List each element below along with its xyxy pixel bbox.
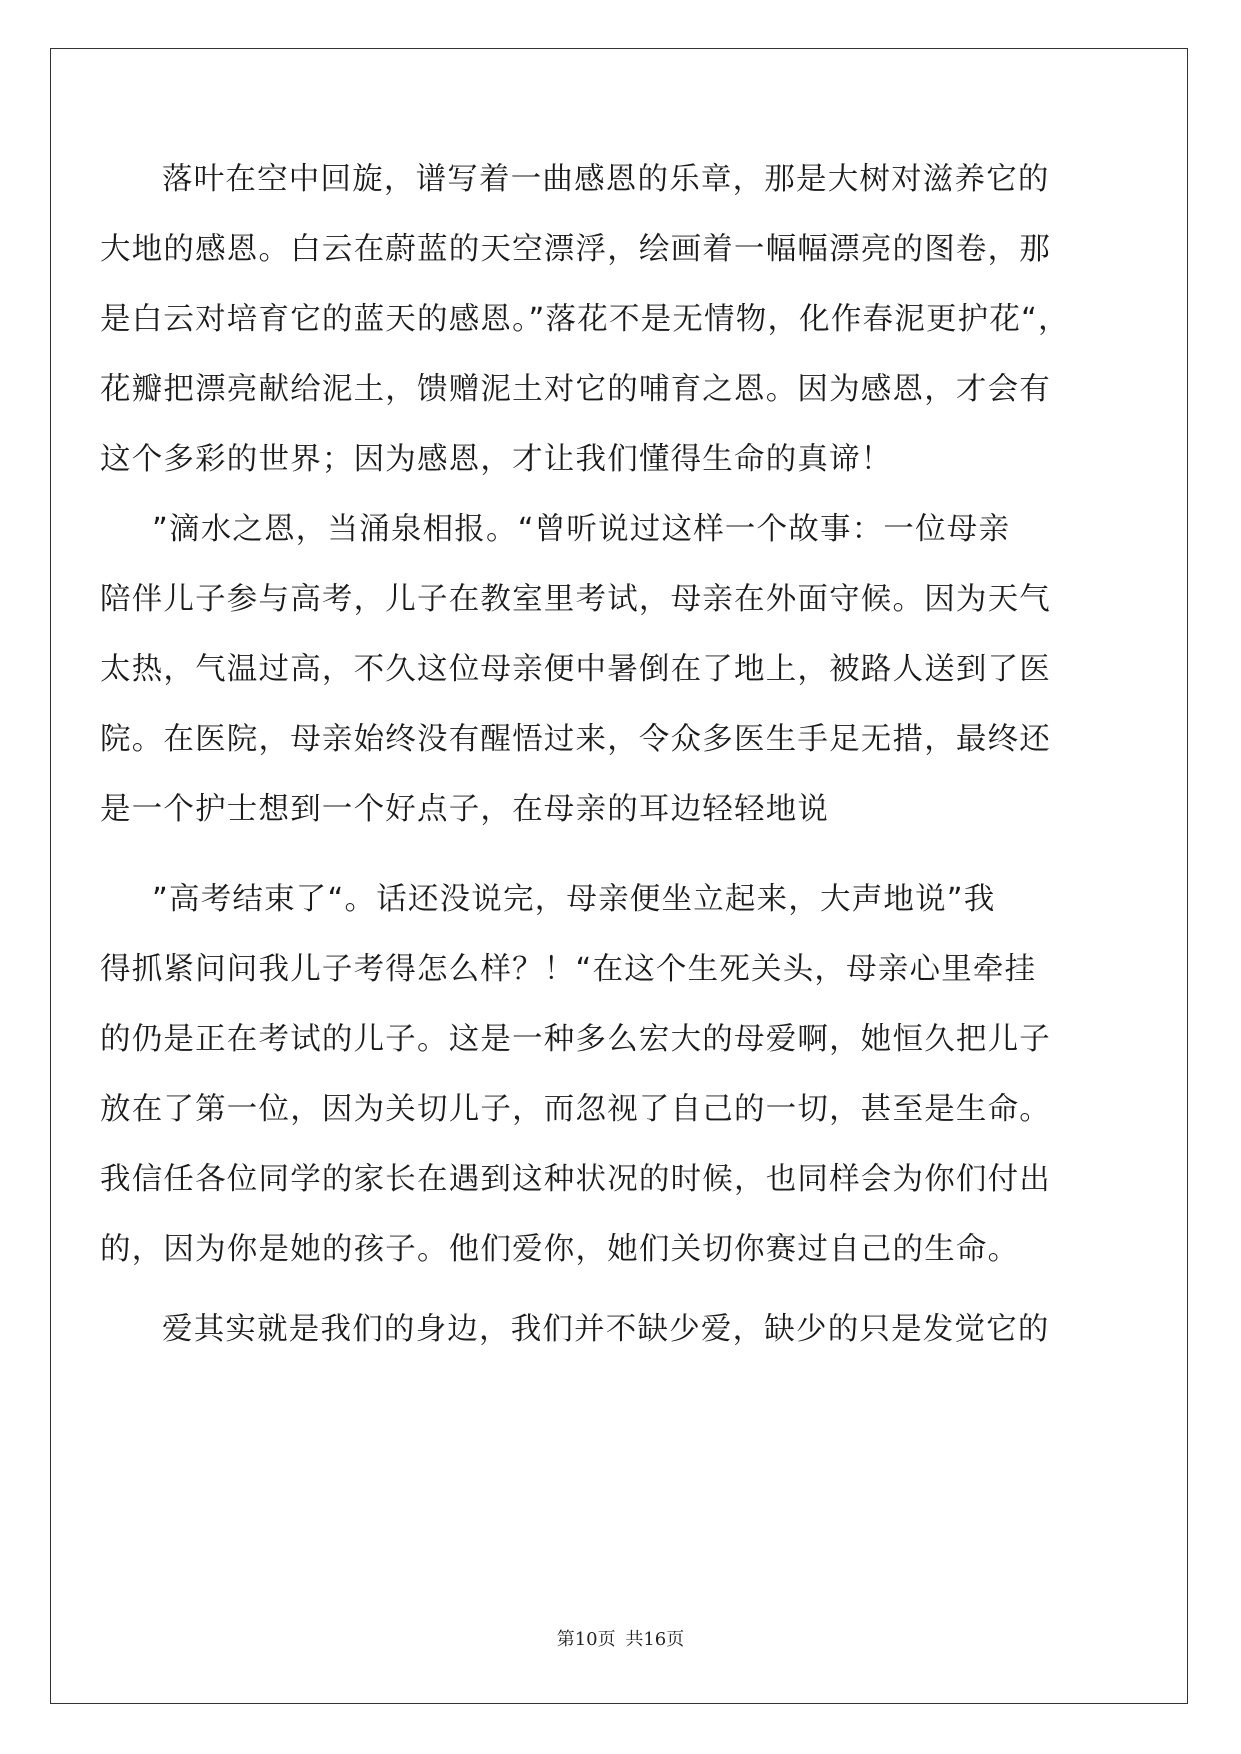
text-line: 我信任各位同学的家长在遇到这种状况的时候，也同样会为你们付出 xyxy=(100,1162,1051,1197)
text-line: 陪伴儿子参与高考，儿子在教室里考试，母亲在外面守候。因为天气 xyxy=(100,582,1051,617)
text-line: 得抓紧问问我儿子考得怎么样？！“在这个生死关头，母亲心里牵挂 xyxy=(100,952,1037,987)
text-line: 的仍是正在考试的儿子。这是一种多么宏大的母爱啊，她恒久把儿子 xyxy=(100,1022,1051,1057)
text-line: 花瓣把漂亮献给泥土，馈赠泥土对它的哺育之恩。因为感恩，才会有 xyxy=(100,372,1051,407)
page-border xyxy=(50,48,1188,1704)
text-line: 是一个护士想到一个好点子，在母亲的耳边轻轻地说 xyxy=(100,792,830,827)
text-line: 落叶在空中回旋，谱写着一曲感恩的乐章，那是大树对滋养它的 xyxy=(162,162,1050,197)
text-line: 大地的感恩。白云在蔚蓝的天空漂浮，绘画着一幅幅漂亮的图卷，那 xyxy=(100,232,1051,267)
page-total: 共16页 xyxy=(625,1629,685,1650)
text-line: 爱其实就是我们的身边，我们并不缺少爱，缺少的只是发觉它的 xyxy=(162,1312,1050,1347)
text-line: ”高考结束了“。话还没说完，母亲便坐立起来，大声地说”我 xyxy=(152,882,996,917)
text-line: 是白云对培育它的蓝天的感恩。”落花不是无情物，化作春泥更护花“， xyxy=(100,302,1070,337)
text-line: 的，因为你是她的孩子。他们爱你，她们关切你赛过自己的生命。 xyxy=(100,1232,1020,1267)
text-line: 太热，气温过高，不久这位母亲便中暑倒在了地上，被路人送到了医 xyxy=(100,652,1051,687)
page-footer xyxy=(0,1625,1241,1651)
text-line: ”滴水之恩，当涌泉相报。“曾听说过这样一个故事：一位母亲 xyxy=(152,512,1011,547)
text-line: 放在了第一位，因为关切儿子，而忽视了自己的一切，甚至是生命。 xyxy=(100,1092,1051,1127)
page-number: 第10页 xyxy=(556,1629,616,1650)
text-line: 院。在医院，母亲始终没有醒悟过来，令众多医生手足无措，最终还 xyxy=(100,722,1051,757)
text-line: 这个多彩的世界；因为感恩，才让我们懂得生命的真谛！ xyxy=(100,442,893,477)
